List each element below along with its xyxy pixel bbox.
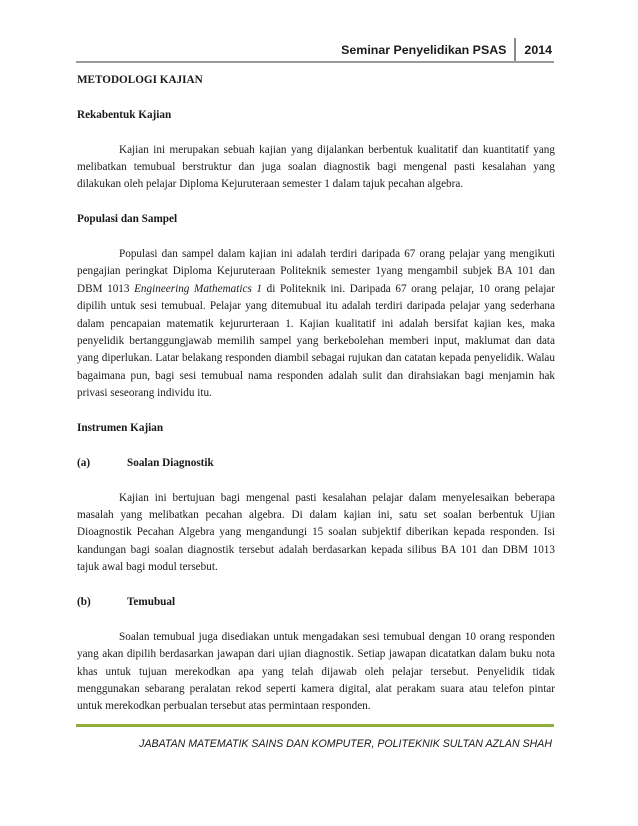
- subheading-a: [77, 455, 555, 472]
- section-title: METODOLOGI KAJIAN: [77, 74, 203, 86]
- populasi-text-b: di Politeknik ini. Daripada 67 orang pelajar, 10 orang pelajar dipilih untuk sesi temubual. Pelajar yang ditemubual itu adalah terdiri daripada pelajar yang sederhana dalam pencapaian matematik kejururteraan 1. Kajian kualitatif ini adalah bersifat kajian kes, maka penyelidik bertanggungjawab memilih sampel yang berkebolehan memberi input, maklumat dan data yang diperlukan. Latar belakang responden diambil sebagai rujukan dan catatan kepada penyelidik. Walau bagaimana pun, bagi sesi temubual nama responden adalah sulit dan dirahsiakan bagi menjamin hak privasi seseorang individu itu.: [77, 282, 555, 400]
- header-rule: [76, 61, 554, 63]
- heading-populasi: Populasi dan Sampel: [77, 213, 178, 226]
- document-body: [77, 72, 555, 716]
- populasi-text-italic: Engineering Mathematics 1: [134, 282, 263, 295]
- paragraph-rekabentuk: Kajian ini merupakan sebuah kajian yang dijalankan berbentuk kualitatif dan kuantitatif yang melibatkan temubual berstruktur dan juga soalan diagnostik bagi mengenal pasti kesalahan yang dilakukan oleh pelajar Diploma Kejuruteraan semester 1 dalam tajuk pecahan algebra.: [77, 143, 555, 191]
- populasi-text-a: Populasi dan sampel dalam kajian ini adalah terdiri daripada 67 orang pelajar yang mengikuti pengajian peringkat Diploma Kejuruteraan Politeknik semester 1yang mengambil subjek BA 101 dan DBM 1013: [77, 248, 555, 295]
- paragraph-populasi: [77, 246, 555, 403]
- heading-instrumen: Instrumen Kajian: [77, 422, 164, 435]
- heading-rekabentuk: Rekabentuk Kajian: [77, 108, 172, 121]
- page-header: [341, 38, 552, 62]
- subheading-b-label: (b): [77, 596, 91, 609]
- paragraph-soalan-diagnostik: Kajian ini bertujuan bagi mengenal pasti kesalahan pelajar dalam menyelesaikan beberapa masalah yang melibatkan pecahan algebra. Di dalam kajian ini, satu set soalan berbentuk Ujian Dioagnostik Pecahan Algebra yang mengandungi 15 soalan subjektif diberikan kepada responden. Isi kandungan bagi soalan diagnostik tersebut adalah berdasarkan kepada silibus BA 101 dan DBM 1013 tajuk awal bagi modul tersebut.: [77, 491, 555, 574]
- subheading-b-title: Temubual: [127, 596, 176, 609]
- page-footer: JABATAN MATEMATIK SAINS DAN KOMPUTER, POLITEKNIK SULTAN AZLAN SHAH: [139, 738, 552, 750]
- footer-rule: [76, 724, 554, 727]
- header-year: 2014: [524, 43, 552, 57]
- subheading-b: [77, 594, 555, 611]
- paragraph-temubual: Soalan temubual juga disediakan untuk mengadakan sesi temubual dengan 10 orang responden yang akan dipilih berdasarkan jawapan dari ujian diagnostik. Setiap jawapan dicatatkan dalam buku nota khas untuk tujuan merekodkan apa yang telah dijawab oleh pelajar tersebut. Penyelidik tidak menggunakan sebarang peralatan rekod seperti kamera digital, alat perakam suara atau telefon pintar untuk merekodkan perbualan tersebut atas permintaan responden.: [77, 630, 555, 713]
- subheading-a-title: Soalan Diagnostik: [127, 456, 214, 469]
- subheading-a-label: (a): [77, 456, 91, 469]
- header-title: Seminar Penyelidikan PSAS: [341, 43, 507, 57]
